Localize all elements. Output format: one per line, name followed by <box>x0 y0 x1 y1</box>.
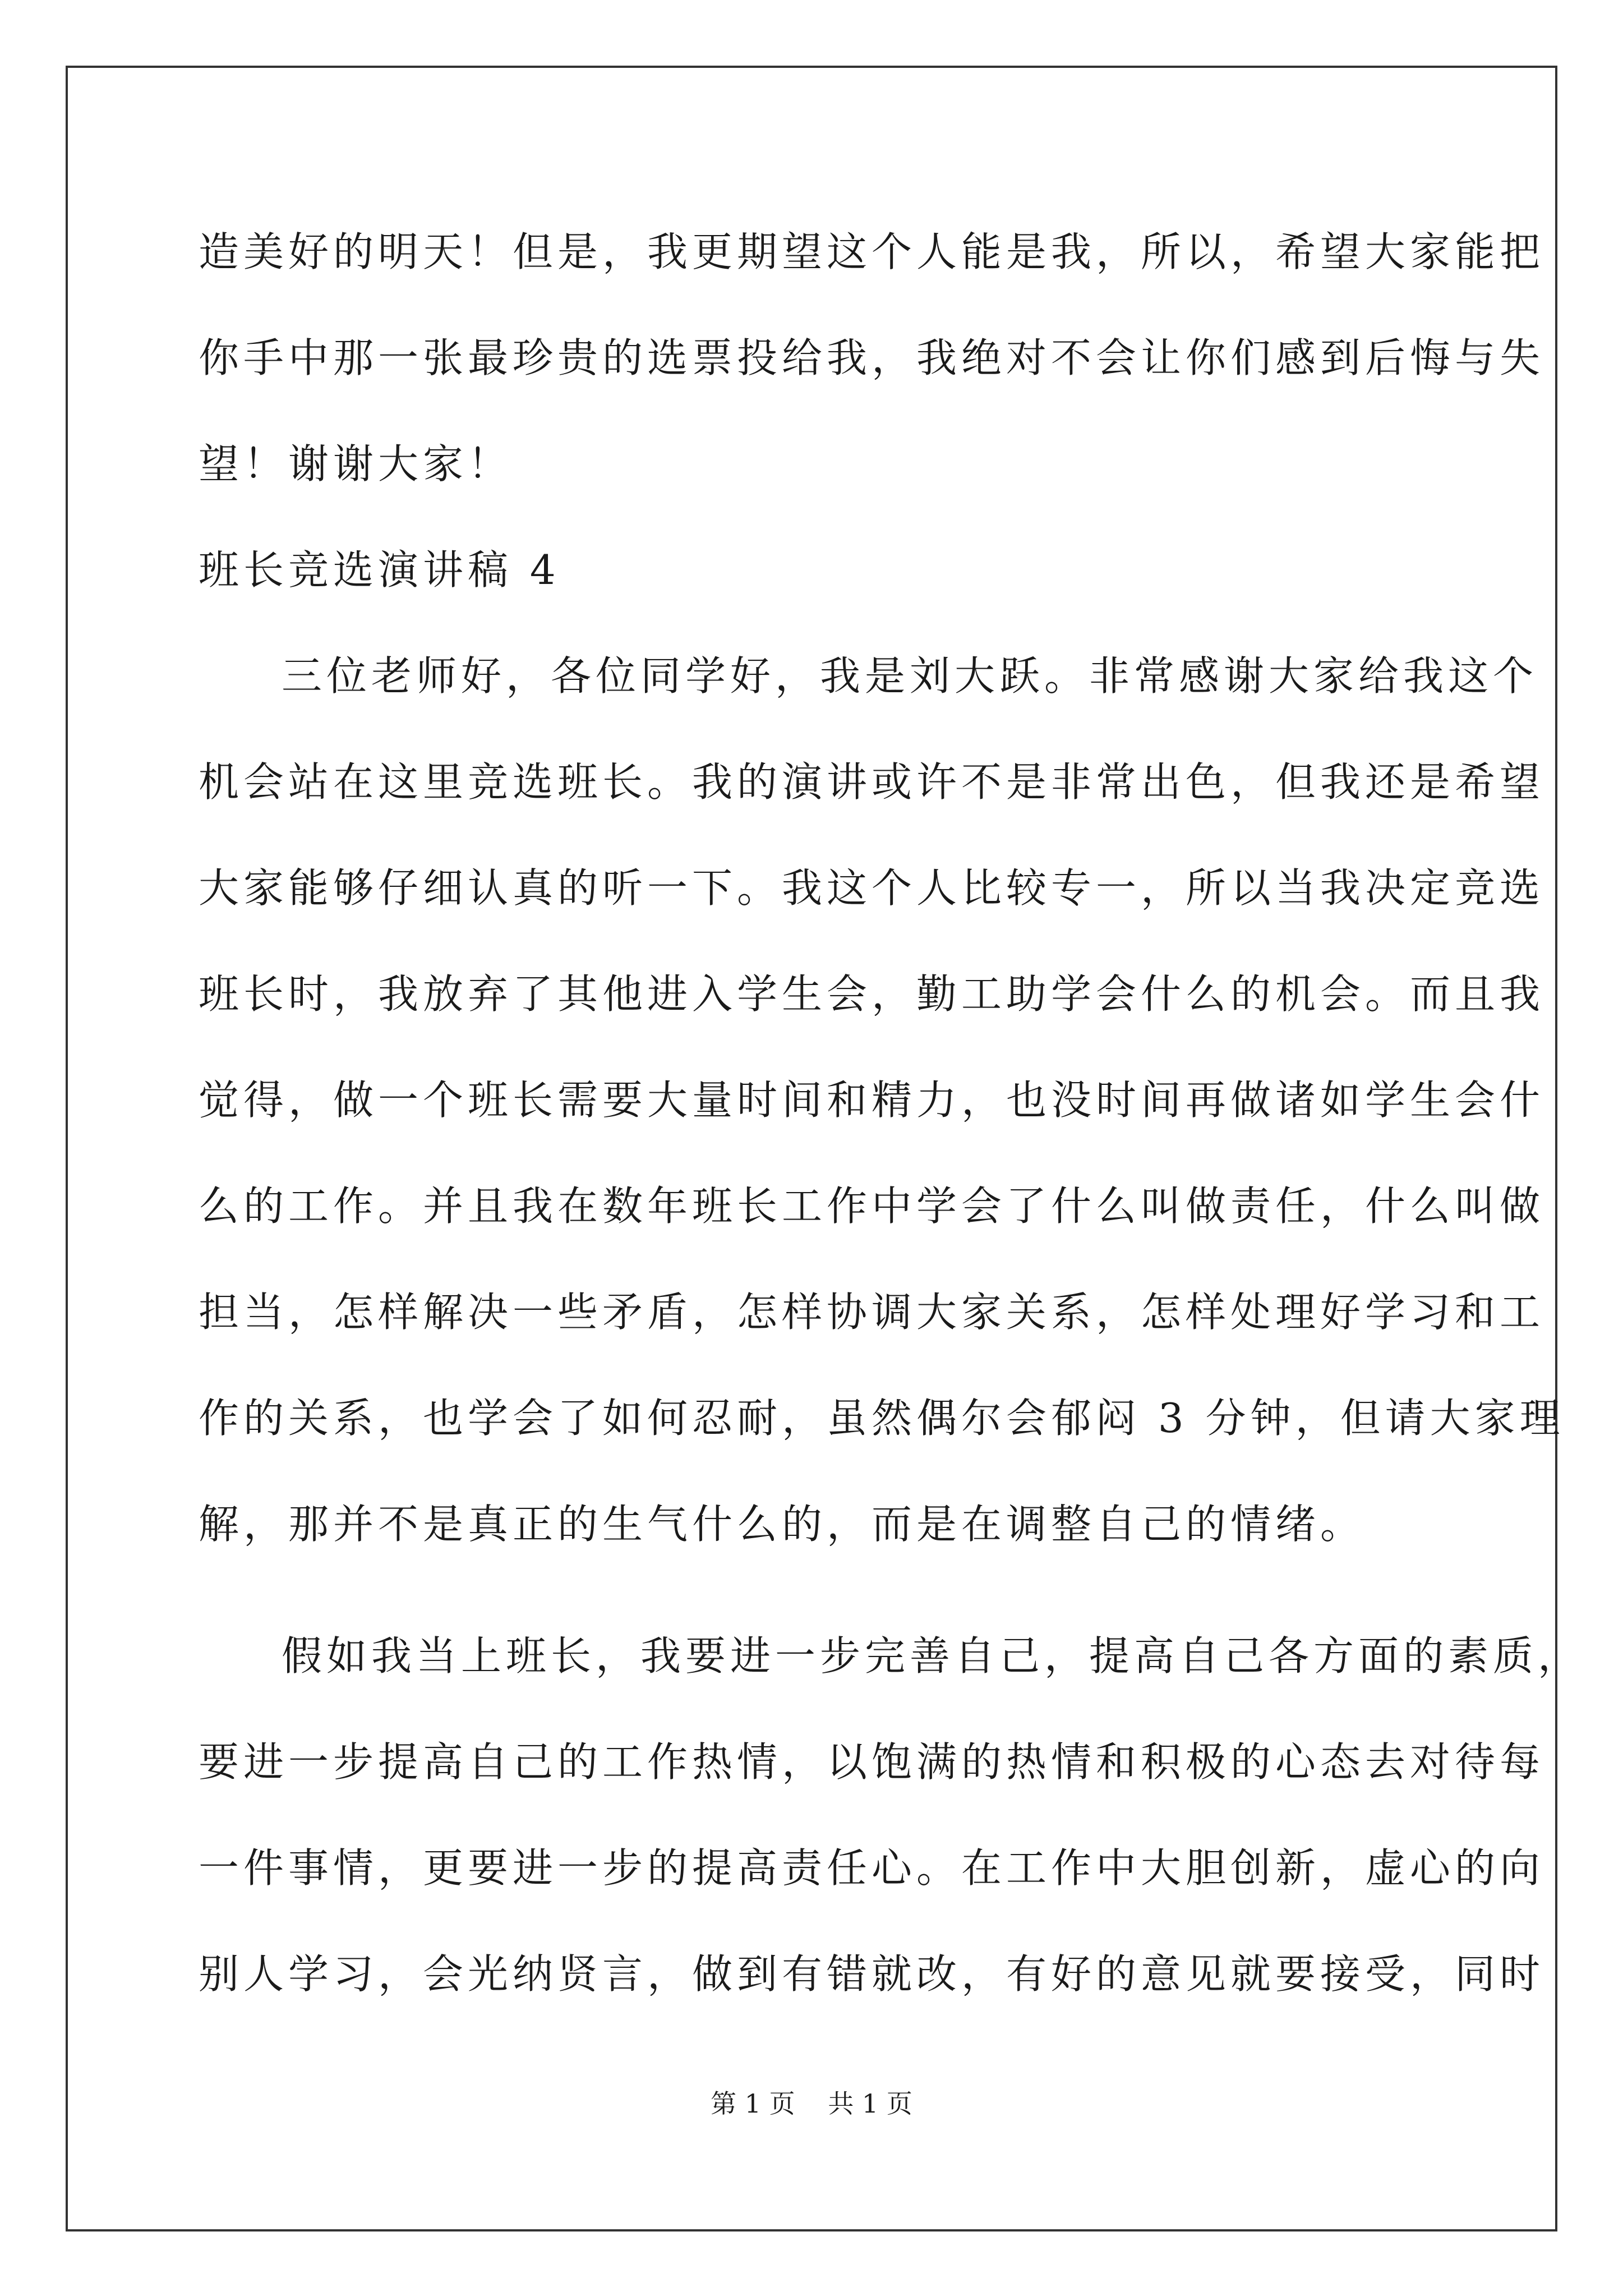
text-line: 一件事情，更要进一步的提高责任心。在工作中大胆创新，虚心的向 <box>199 1844 1545 1892</box>
text-line: 觉得，做一个班长需要大量时间和精力，也没时间再做诸如学生会什 <box>199 1076 1545 1124</box>
paragraph-intro <box>199 623 1565 1577</box>
text-line: 你手中那一张最珍贵的选票投给我，我绝对不会让你们感到后悔与失 <box>199 334 1545 381</box>
page-total: 共 1 页 <box>828 2088 912 2119</box>
text-line: 要进一步提高自己的工作热情，以饱满的热情和积极的心态去对待每 <box>199 1738 1545 1786</box>
text-line: 造美好的明天！但是，我更期望这个人能是我，所以，希望大家能把 <box>199 228 1545 275</box>
page-footer <box>0 2087 1623 2120</box>
text-line: 大家能够仔细认真的听一下。我这个人比较专一，所以当我决定竞选 <box>199 864 1545 912</box>
paragraph-continuation <box>199 199 1545 517</box>
text-line: 作的关系，也学会了如何忍耐，虽然偶尔会郁闷 3 分钟，但请大家理 <box>199 1395 1565 1442</box>
text-line: 担当，怎样解决一些矛盾，怎样协调大家关系，怎样处理好学习和工 <box>199 1289 1545 1336</box>
section-heading: 班长竞选演讲稿 4 <box>199 546 560 593</box>
text-line: 机会站在这里竞选班长。我的演讲或许不是非常出色，但我还是希望 <box>199 758 1545 806</box>
text-line: 么的工作。并且我在数年班长工作中学会了什么叫做责任，什么叫做 <box>199 1182 1545 1230</box>
text-line: 三位老师好，各位同学好，我是刘大跃。非常感谢大家给我这个 <box>282 652 1538 700</box>
text-line: 别人学习，会光纳贤言，做到有错就改，有好的意见就要接受，同时 <box>199 1950 1545 1998</box>
paragraph-plan <box>199 1603 1583 2027</box>
text-line: 望！谢谢大家！ <box>199 440 513 487</box>
page-number: 第 1 页 <box>711 2088 795 2119</box>
text-line: 假如我当上班长，我要进一步完善自己，提高自己各方面的素质， <box>282 1632 1583 1680</box>
paragraph-spacer <box>199 1577 1455 1603</box>
document-body <box>199 199 1583 2027</box>
text-line: 解，那并不是真正的生气什么的，而是在调整自己的情绪。 <box>199 1501 1366 1548</box>
text-line: 班长时，我放弃了其他进入学生会，勤工助学会什么的机会。而且我 <box>199 970 1545 1018</box>
